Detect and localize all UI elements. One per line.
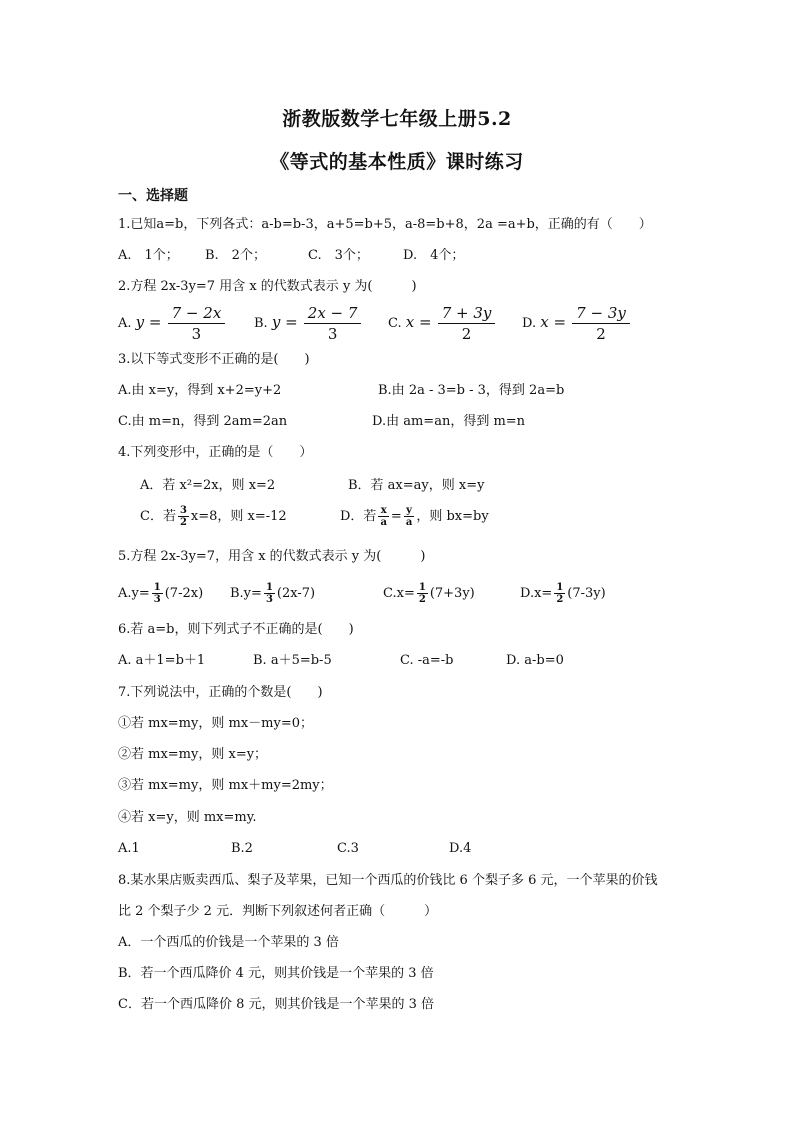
fraction: $\frac{7 - 3y}{2}$ [572,304,630,343]
question-3-option-b: B.由 2a - 3=b - 3，得到 2a=b [378,383,565,398]
question-4-option-c: C．若 $\frac{3}{2}$ x=8，则 x=-12 [140,505,287,528]
question-4-option-d: D．若 $\frac{x}{a}$ = $\frac{y}{a}$ ，则 bx=by [340,505,489,528]
section-heading: 一、选择题 [118,188,188,204]
question-7-option-a: A.1 [118,841,140,856]
question-7-option-b: B.2 [231,841,253,856]
question-5-stem: 5.方程 2x-3y=7，用含 x 的代数式表示 y 为( ) [118,549,426,564]
document-subtitle: 《等式的基本性质》课时练习 [270,151,524,173]
question-2-option-d: D. x = $\frac{7 - 3y}{2}$ [522,304,632,343]
fraction: $\frac{2x - 7}{3}$ [304,304,362,343]
question-3-option-a: A.由 x=y，得到 x+2=y+2 [118,383,282,398]
question-1-option-b: B. 2个； [205,248,266,263]
question-6-option-c: C. -a=-b [400,653,454,668]
question-4-stem: 4.下列变形中，正确的是（ ） [118,445,313,460]
question-1-option-c: C. 3个； [308,248,369,263]
question-2-option-c: C. x = $\frac{7 + 3y}{2}$ [388,304,497,343]
question-6-stem: 6.若 a=b，则下列式子不正确的是( ) [118,622,354,637]
question-8-option-c: C．若一个西瓜降价 8 元，则其价钱是一个苹果的 3 倍 [118,997,435,1012]
question-3-option-d: D.由 am=an，得到 m=n [372,414,526,429]
fraction: $\frac{y}{a}$ [405,505,413,528]
fraction: $\frac{1}{2}$ [556,582,564,605]
document-title: 浙教版数学七年级上册5.2 [282,108,512,130]
question-5-option-b: B.y= $\frac{1}{3}$ (2x-7) [230,582,316,605]
question-7-stem: 7.下列说法中，正确的个数是( ) [118,685,323,700]
question-7-item-2: ②若 mx=my，则 x=y； [118,747,268,762]
question-6-option-a: A. a＋1=b＋1 [118,653,206,668]
question-5-option-c: C.x= $\frac{1}{2}$ (7+3y) [383,582,475,605]
question-5-option-d: D.x= $\frac{1}{2}$ (7-3y) [520,582,606,605]
question-7-item-4: ④若 x=y，则 mx=my. [118,810,257,825]
question-2-stem: 2.方程 2x-3y=7 用含 x 的代数式表示 y 为( ) [118,279,417,294]
fraction: $\frac{7 - 2x}{3}$ [168,304,226,343]
fraction: $\frac{1}{3}$ [153,582,161,605]
question-1-option-d: D. 4个； [403,248,465,263]
question-8-stem-line-2: 比 2 个梨子少 2 元．判断下列叙述何者正确（ ） [118,904,438,919]
fraction: $\frac{7 + 3y}{2}$ [438,304,496,343]
question-7-option-d: D.4 [449,841,472,856]
question-3-stem: 3.以下等式变形不正确的是( ) [118,352,310,367]
fraction: $\frac{1}{2}$ [418,582,426,605]
question-2-option-a: A. y = $\frac{7 - 2x}{3}$ [118,304,227,343]
question-5-option-a: A.y= $\frac{1}{3}$ (7-2x) [118,582,204,605]
question-6-option-b: B. a＋5=b-5 [253,653,332,668]
question-4-option-b: B．若 ax=ay，则 x=y [348,478,485,493]
question-7-item-1: ①若 mx=my，则 mx－my=0； [118,716,313,731]
fraction: $\frac{3}{2}$ [179,505,187,528]
question-7-option-c: C.3 [337,841,359,856]
question-3-option-c: C.由 m=n，得到 2am=2an [118,414,288,429]
fraction: $\frac{x}{a}$ [380,505,387,528]
question-1-stem: 1.已知a=b，下列各式：a-b=b-3，a+5=b+5，a-8=b+8，2a =a+b，正确的有（ ） [118,217,652,232]
question-1-option-a: A. 1个； [118,248,179,263]
fraction: $\frac{1}{3}$ [265,582,273,605]
question-8-option-a: A．一个西瓜的价钱是一个苹果的 3 倍 [118,935,339,950]
question-8-option-b: B．若一个西瓜降价 4 元，则其价钱是一个苹果的 3 倍 [118,966,434,981]
question-4-option-a: A．若 x²=2x，则 x=2 [140,478,276,493]
question-8-stem-line-1: 8.某水果店贩卖西瓜、梨子及苹果，已知一个西瓜的价钱比 6 个梨子多 6 元，一个苹果的价钱 [118,873,658,888]
question-2-option-b: B. y = $\frac{2x - 7}{3}$ [254,304,363,343]
question-7-item-3: ③若 mx=my，则 mx＋my=2my； [118,778,333,793]
question-6-option-d: D. a-b=0 [506,653,564,668]
